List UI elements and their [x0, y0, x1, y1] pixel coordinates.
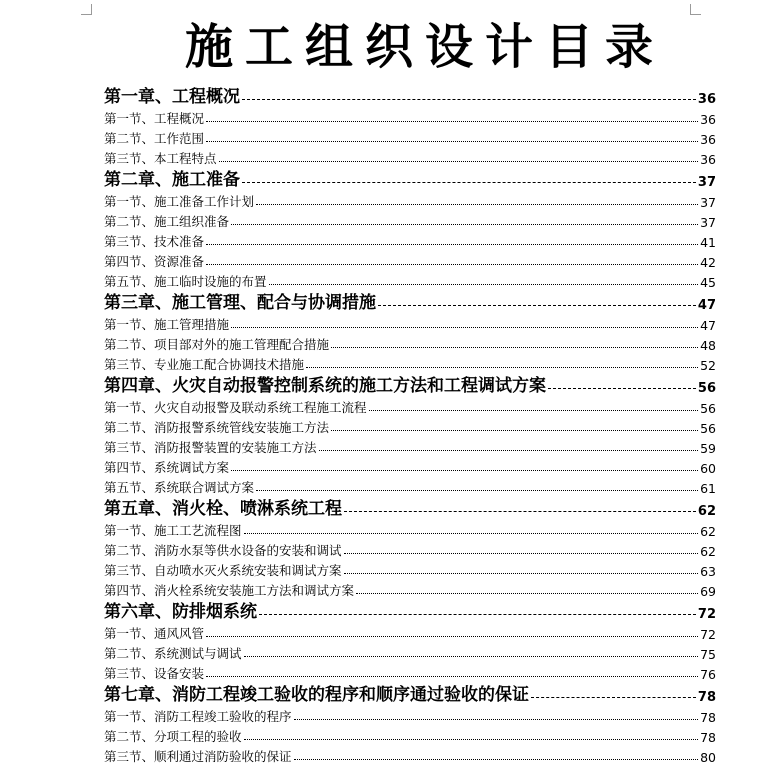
- toc-dot-leader: [231, 470, 698, 471]
- toc-section-entry[interactable]: [104, 725, 716, 745]
- toc-dot-leader: [369, 410, 699, 411]
- toc-entry-label: 第五节、施工临时设施的布置: [104, 274, 267, 289]
- toc-page-number: 63: [700, 564, 716, 579]
- toc-dot-leader: [256, 204, 698, 205]
- toc-dot-leader: [231, 327, 698, 328]
- toc-page-number: 69: [700, 584, 716, 599]
- toc-dot-leader: [356, 593, 698, 594]
- toc-page-number: 36: [700, 132, 716, 147]
- toc-entry-label: 第二节、施工组织准备: [104, 214, 230, 229]
- toc-entry-label: 第三章、施工管理、配合与协调措施: [104, 293, 376, 313]
- toc-section-entry[interactable]: [104, 436, 716, 456]
- toc-entry-label: 第六章、防排烟系统: [104, 602, 257, 622]
- toc-page-number: 61: [700, 481, 716, 496]
- toc-dot-leader: [242, 182, 696, 183]
- toc-entry-label: 第一节、工程概况: [104, 111, 205, 126]
- document-title: 施工组织设计目录: [184, 19, 665, 75]
- toc-chapter-entry[interactable]: [104, 599, 716, 622]
- toc-page-number: 56: [697, 381, 716, 396]
- toc-entry-label: 第二节、消防报警系统管线安装施工方法: [104, 420, 330, 435]
- toc-chapter-entry[interactable]: [104, 682, 716, 705]
- toc-dot-leader: [331, 347, 698, 348]
- toc-section-entry[interactable]: [104, 230, 716, 250]
- toc-dot-leader: [306, 367, 698, 368]
- toc-chapter-entry[interactable]: [104, 496, 716, 519]
- toc-page-number: 42: [700, 255, 716, 270]
- toc-page-number: 48: [700, 338, 716, 353]
- toc-dot-leader: [378, 305, 696, 306]
- toc-dot-leader: [206, 141, 698, 142]
- toc-dot-leader: [219, 161, 699, 162]
- toc-page-number: 36: [700, 152, 716, 167]
- toc-entry-label: 第一节、消防工程竣工验收的程序: [104, 709, 292, 724]
- toc-entry-label: 第三节、消防报警装置的安装施工方法: [104, 440, 317, 455]
- toc-section-entry[interactable]: [104, 745, 716, 765]
- toc-entry-label: 第三节、本工程特点: [104, 151, 217, 166]
- toc-section-entry[interactable]: [104, 147, 716, 167]
- toc-entry-label: 第一节、施工管理措施: [104, 317, 230, 332]
- toc-chapter-entry[interactable]: [104, 167, 716, 190]
- toc-page-number: 62: [697, 504, 716, 519]
- toc-dot-leader: [319, 450, 699, 451]
- toc-entry-label: 第五章、消火栓、喷淋系统工程: [104, 499, 342, 519]
- toc-entry-label: 第一节、施工工艺流程图: [104, 523, 242, 538]
- toc-dot-leader: [344, 553, 699, 554]
- toc-chapter-entry[interactable]: [104, 84, 716, 107]
- toc-entry-label: 第二节、工作范围: [104, 131, 205, 146]
- toc-entry-label: 第一节、通风风管: [104, 626, 205, 641]
- toc-dot-leader: [294, 719, 699, 720]
- toc-page-number: 52: [700, 358, 716, 373]
- toc-dot-leader: [206, 636, 698, 637]
- toc-dot-leader: [206, 121, 698, 122]
- toc-dot-leader: [244, 739, 699, 740]
- toc-entry-label: 第七章、消防工程竣工验收的程序和顺序通过验收的保证: [104, 685, 529, 705]
- toc-dot-leader: [206, 264, 698, 265]
- toc-section-entry[interactable]: [104, 190, 716, 210]
- toc-section-entry[interactable]: [104, 456, 716, 476]
- toc-page-number: 56: [700, 401, 716, 416]
- toc-page-number: 75: [700, 647, 716, 662]
- toc-section-entry[interactable]: [104, 622, 716, 642]
- toc-dot-leader: [294, 759, 699, 760]
- toc-section-entry[interactable]: [104, 705, 716, 725]
- toc-dot-leader: [259, 614, 696, 615]
- toc-page-number: 78: [700, 730, 716, 745]
- toc-section-entry[interactable]: [104, 333, 716, 353]
- toc-section-entry[interactable]: [104, 642, 716, 662]
- toc-section-entry[interactable]: [104, 127, 716, 147]
- toc-dot-leader: [531, 697, 696, 698]
- toc-section-entry[interactable]: [104, 579, 716, 599]
- toc-entry-label: 第三节、顺利通过消防验收的保证: [104, 749, 292, 764]
- toc-entry-label: 第四章、火灾自动报警控制系统的施工方法和工程调试方案: [104, 376, 546, 396]
- toc-dot-leader: [344, 573, 699, 574]
- toc-page-number: 72: [700, 627, 716, 642]
- toc-section-entry[interactable]: [104, 559, 716, 579]
- toc-page-number: 76: [700, 667, 716, 682]
- toc-entry-label: 第五节、系统联合调试方案: [104, 480, 255, 495]
- toc-entry-label: 第二节、分项工程的验收: [104, 729, 242, 744]
- toc-section-entry[interactable]: [104, 353, 716, 373]
- toc-page-number: 37: [697, 175, 716, 190]
- toc-entry-label: 第三节、专业施工配合协调技术措施: [104, 357, 305, 372]
- toc-section-entry[interactable]: [104, 519, 716, 539]
- toc-dot-leader: [548, 388, 696, 389]
- toc-entry-label: 第三节、技术准备: [104, 234, 205, 249]
- toc-section-entry[interactable]: [104, 210, 716, 230]
- toc-section-entry[interactable]: [104, 313, 716, 333]
- toc-entry-label: 第三节、自动喷水灭火系统安装和调试方案: [104, 563, 342, 578]
- toc-section-entry[interactable]: [104, 250, 716, 270]
- toc-page-number: 45: [700, 275, 716, 290]
- toc-page-number: 62: [700, 544, 716, 559]
- toc-section-entry[interactable]: [104, 270, 716, 290]
- toc-page-number: 37: [700, 215, 716, 230]
- toc-entry-label: 第三节、设备安装: [104, 666, 205, 681]
- toc-section-entry[interactable]: [104, 662, 716, 682]
- toc-page-number: 47: [697, 298, 716, 313]
- toc-page-number: 78: [697, 690, 716, 705]
- toc-entry-label: 第一章、工程概况: [104, 87, 240, 107]
- toc-section-entry[interactable]: [104, 107, 716, 127]
- toc-dot-leader: [242, 99, 696, 100]
- toc-page-number: 72: [697, 607, 716, 622]
- toc-dot-leader: [231, 224, 698, 225]
- toc-dot-leader: [331, 430, 698, 431]
- toc-entry-label: 第二节、系统测试与调试: [104, 646, 242, 661]
- toc-entry-label: 第四节、资源准备: [104, 254, 205, 269]
- toc-entry-label: 第二章、施工准备: [104, 170, 240, 190]
- toc-entry-label: 第四节、系统调试方案: [104, 460, 230, 475]
- toc-section-entry[interactable]: [104, 539, 716, 559]
- toc-page-number: 78: [700, 710, 716, 725]
- toc-dot-leader: [256, 490, 698, 491]
- toc-page-number: 41: [700, 235, 716, 250]
- toc-entry-label: 第一节、火灾自动报警及联动系统工程施工流程: [104, 400, 367, 415]
- toc-section-entry[interactable]: [104, 396, 716, 416]
- toc-entry-label: 第四节、消火栓系统安装施工方法和调试方案: [104, 583, 355, 598]
- toc-entry-label: 第二节、消防水泵等供水设备的安装和调试: [104, 543, 342, 558]
- toc-page-number: 80: [700, 750, 716, 765]
- toc-page-number: 59: [700, 441, 716, 456]
- toc-dot-leader: [344, 511, 696, 512]
- table-of-contents: [104, 84, 716, 765]
- toc-page-number: 36: [697, 92, 716, 107]
- toc-page-number: 37: [700, 195, 716, 210]
- toc-dot-leader: [206, 676, 698, 677]
- toc-section-entry[interactable]: [104, 416, 716, 436]
- toc-chapter-entry[interactable]: [104, 373, 716, 396]
- toc-page-number: 36: [700, 112, 716, 127]
- toc-chapter-entry[interactable]: [104, 290, 716, 313]
- toc-dot-leader: [244, 533, 699, 534]
- toc-entry-label: 第二节、项目部对外的施工管理配合措施: [104, 337, 330, 352]
- toc-section-entry[interactable]: [104, 476, 716, 496]
- toc-dot-leader: [244, 656, 699, 657]
- toc-dot-leader: [269, 284, 699, 285]
- toc-page-number: 62: [700, 524, 716, 539]
- toc-page-number: 47: [700, 318, 716, 333]
- toc-dot-leader: [206, 244, 698, 245]
- toc-entry-label: 第一节、施工准备工作计划: [104, 194, 255, 209]
- toc-page-number: 56: [700, 421, 716, 436]
- toc-page-number: 60: [700, 461, 716, 476]
